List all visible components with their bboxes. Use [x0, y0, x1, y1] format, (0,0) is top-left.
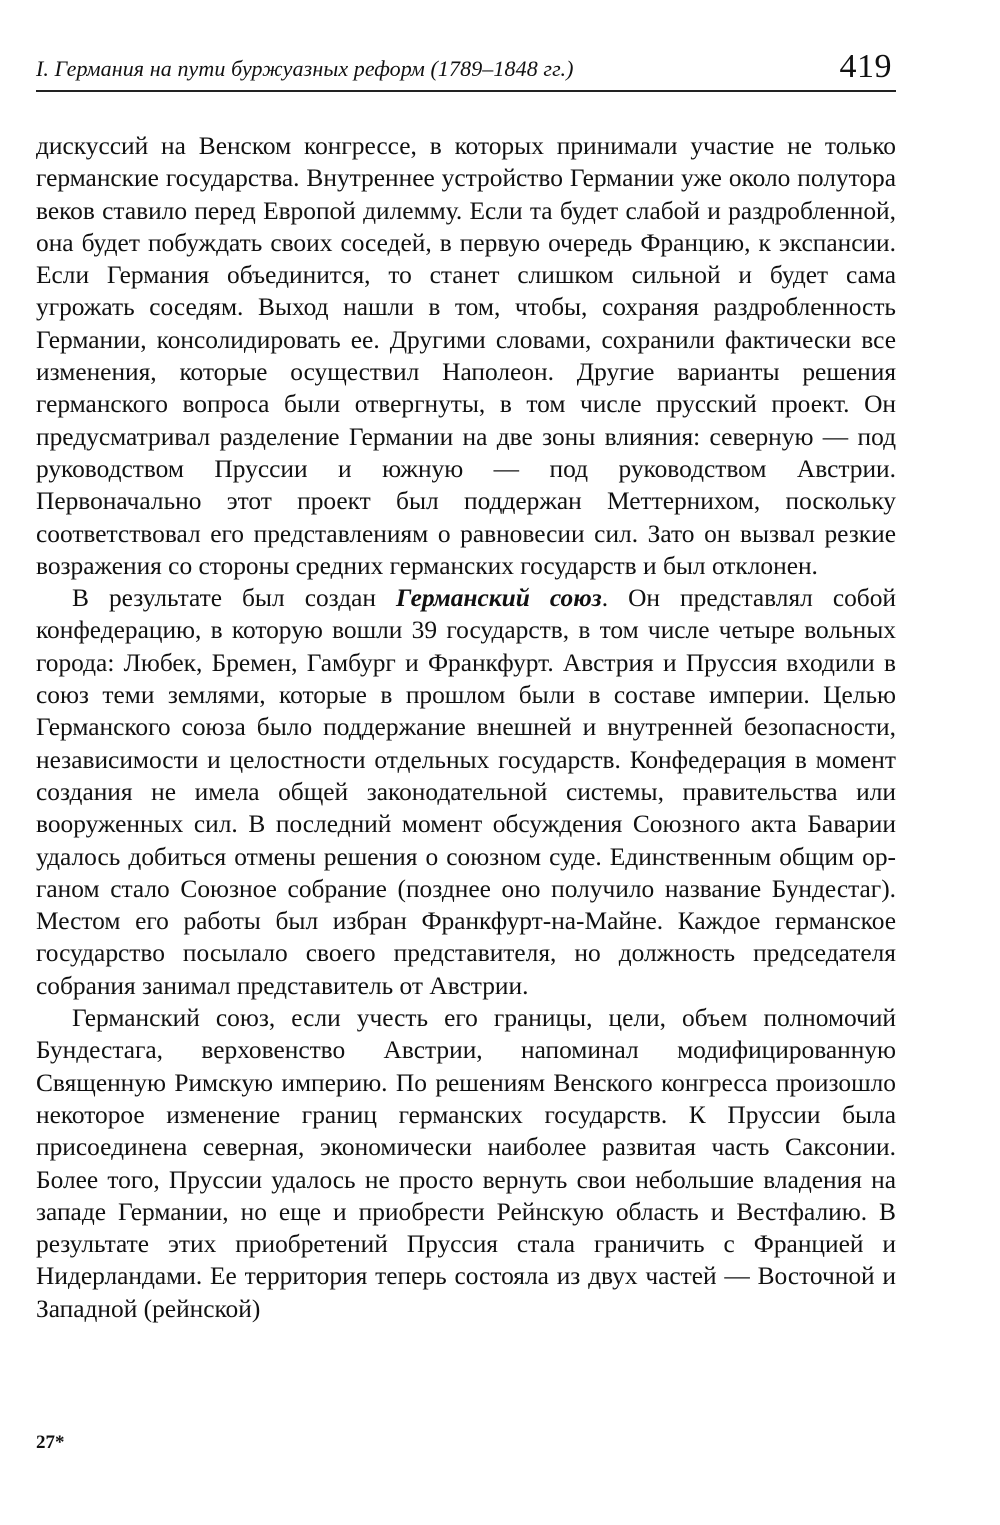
- text-body: [36, 130, 896, 1325]
- running-head: [36, 40, 896, 92]
- book-page: [36, 40, 896, 1500]
- running-title: I. Германия на пути буржуазных реформ (1789–1848 гг.): [36, 56, 574, 81]
- signature-mark: 27*: [36, 1432, 65, 1453]
- paragraph-text: . Он представлял собой конфедерацию, в которую вошли 39 государств, в том числе четыре вольных города: Любек, Бремен, Гамбург и Франкфурт. Австрия и Пруссия входили в союз теми землями, которые в прошлом были в составе империи. Целью Германского союза было поддержание внешней и внутренней безопасности, независимости и целостности отдельных государств. Конфедерация в момент создания не имела общей законодательной системы, правительства или вооруженных сил. В последний момент обсуждения Союзного акта Баварии удалось добиться отмены решения о союзном суде. Единственным общим органом стало Союзное собрание (позднее оно получило название Бундестаг). Местом его работы был избран Франкфурт-на-Майне. Каждое германское государство посылало своего представителя, но должность председателя собрания занимал представитель от Австрии.: [36, 584, 896, 1000]
- paragraph-lead: В результате был создан: [72, 584, 397, 613]
- emphasized-term: Германский союз: [396, 584, 602, 613]
- paragraph: дискуссий на Венском конгрессе, в которых принимали участие не только германские государства. Внутреннее устройство Германии уже около полутора веков ставило перед Европой дилемму. Если та будет слабой и раздробленной, она будет побуждать своих соседей, в первую очередь Францию, к экспансии. Если Германия объединится, то станет слишком сильной и будет сама угрожать соседям. Выход нашли в том, чтобы, сохраняя раздробленность Германии, консолидировать ее. Другими словами, сохранили фактически все изменения, которые осуществил Наполеон. Другие варианты решения германского вопроса были отвергнуты, в том числе прусский проект. Он предусматривал разделение Германии на две зоны влияния: северную — под руководством Пруссии и южную — под руководством Австрии. Первоначально этот проект был поддержан Меттернихом, поскольку соответствовал его представлениям о равновесии сил. Зато он вызвал резкие возражения со стороны средних германских государств и был отклонен.: [36, 132, 896, 580]
- paragraph: [36, 582, 896, 1002]
- paragraph: Германский союз, если учесть его границы, цели, объем полномочий Бундестага, верховенство Австрии, напоминал модифицированную Священную Римскую империю. По решениям Венского конгресса произошло некоторое изменение границ германских государств. К Пруссии была присоединена северная, экономически наиболее развитая часть Саксонии. Более того, Пруссии удалось не просто вернуть свои небольшие владения на западе Германии, но еще и приобрести Рейнскую область и Вестфалию. В результате этих приобретений Пруссия стала граничить с Францией и Нидерландами. Ее территория теперь состояла из двух частей — Восточной и Западной (рейнской): [36, 1004, 896, 1323]
- page-number: 419: [839, 48, 892, 85]
